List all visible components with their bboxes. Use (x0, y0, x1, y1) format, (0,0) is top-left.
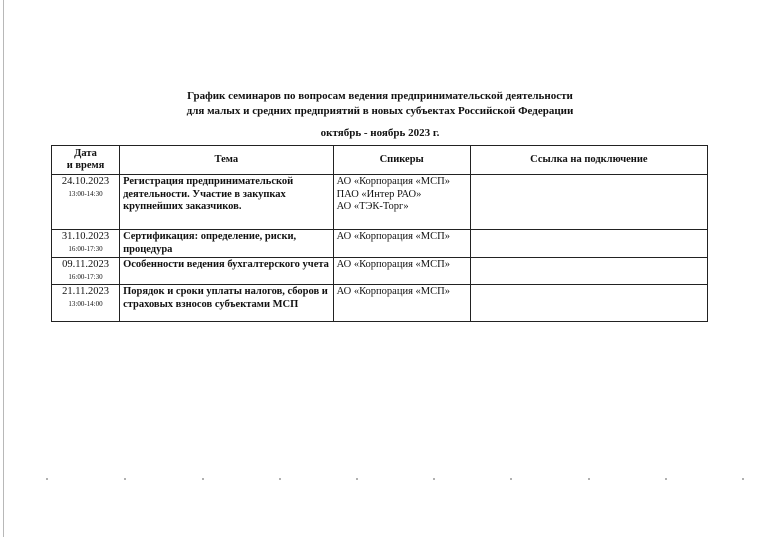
seminar-topic: Порядок и сроки уплаты налогов, сборов и страховых взносов субъектами МСП (123, 286, 328, 310)
speaker: АО «ТЭК-Торг» (336, 201, 409, 212)
table-row (52, 175, 708, 230)
speakers-cell (333, 285, 470, 322)
header-link: Ссылка на подключение (470, 146, 707, 175)
table-row (52, 285, 708, 322)
seminar-schedule-table (51, 145, 708, 322)
date-cell (52, 175, 120, 230)
header-date-line-2: и время (66, 160, 105, 171)
speaker: АО «Корпорация «МСП» (336, 259, 450, 270)
seminar-topic: Особенности ведения бухгалтерского учета (123, 259, 329, 270)
page-scan-edge (3, 0, 4, 537)
speaker: АО «Корпорация «МСП» (336, 176, 450, 187)
link-cell[interactable] (470, 285, 707, 322)
scan-dot (433, 478, 435, 480)
seminar-date: 31.10.2023 (61, 231, 110, 242)
scan-dot (202, 478, 204, 480)
table-header-row (52, 146, 708, 175)
scan-dot (510, 478, 512, 480)
scan-dot (588, 478, 590, 480)
header-date-line-1: Дата (74, 147, 97, 159)
document-title-line-2: для малых и средних предприятий в новых субъектах Российской Федерации (186, 105, 574, 117)
document-period: октябрь - ноябрь 2023 г. (320, 127, 440, 139)
seminar-time: 13:00-14:30 (68, 189, 103, 198)
header-date (52, 146, 120, 175)
seminar-time: 16:00-17:30 (68, 244, 103, 253)
document-title-line-1: График семинаров по вопросам ведения предпринимательской деятельности (187, 90, 573, 102)
scan-dot (46, 478, 48, 480)
scan-dot (124, 478, 126, 480)
speaker: ПАО «Интер РАО» (336, 188, 422, 200)
scan-dot (356, 478, 358, 480)
speaker: АО «Корпорация «МСП» (336, 286, 450, 297)
link-cell[interactable] (470, 230, 707, 258)
scan-dot (665, 478, 667, 480)
speakers-cell (333, 230, 470, 258)
link-cell[interactable] (470, 258, 707, 285)
date-cell (52, 230, 120, 258)
speakers-cell (333, 258, 470, 285)
link-cell[interactable] (470, 175, 707, 230)
header-speakers: Спикеры (333, 146, 470, 175)
seminar-date: 09.11.2023 (62, 259, 109, 270)
seminar-date: 21.11.2023 (62, 286, 109, 297)
scan-dot (742, 478, 744, 480)
topic-cell (120, 230, 334, 258)
topic-cell (120, 285, 334, 322)
seminar-time: 16:00-17:30 (68, 272, 103, 281)
seminar-topic: Регистрация предпринимательской деятельности. Участие в закупках крупнейших заказчиков. (123, 176, 294, 212)
table-row (52, 258, 708, 285)
topic-cell (120, 175, 334, 230)
speaker: АО «Корпорация «МСП» (336, 231, 450, 242)
header-topic: Тема (120, 146, 334, 175)
date-cell (52, 258, 120, 285)
seminar-time: 13:00-14:00 (68, 299, 103, 308)
scan-artifact-dots (0, 478, 760, 484)
speakers-cell (333, 175, 470, 230)
topic-cell (120, 258, 334, 285)
seminar-date: 24.10.2023 (61, 176, 110, 187)
table-row (52, 230, 708, 258)
seminar-topic: Сертификация: определение, риски, процедура (123, 231, 297, 255)
scan-dot (279, 478, 281, 480)
date-cell (52, 285, 120, 322)
